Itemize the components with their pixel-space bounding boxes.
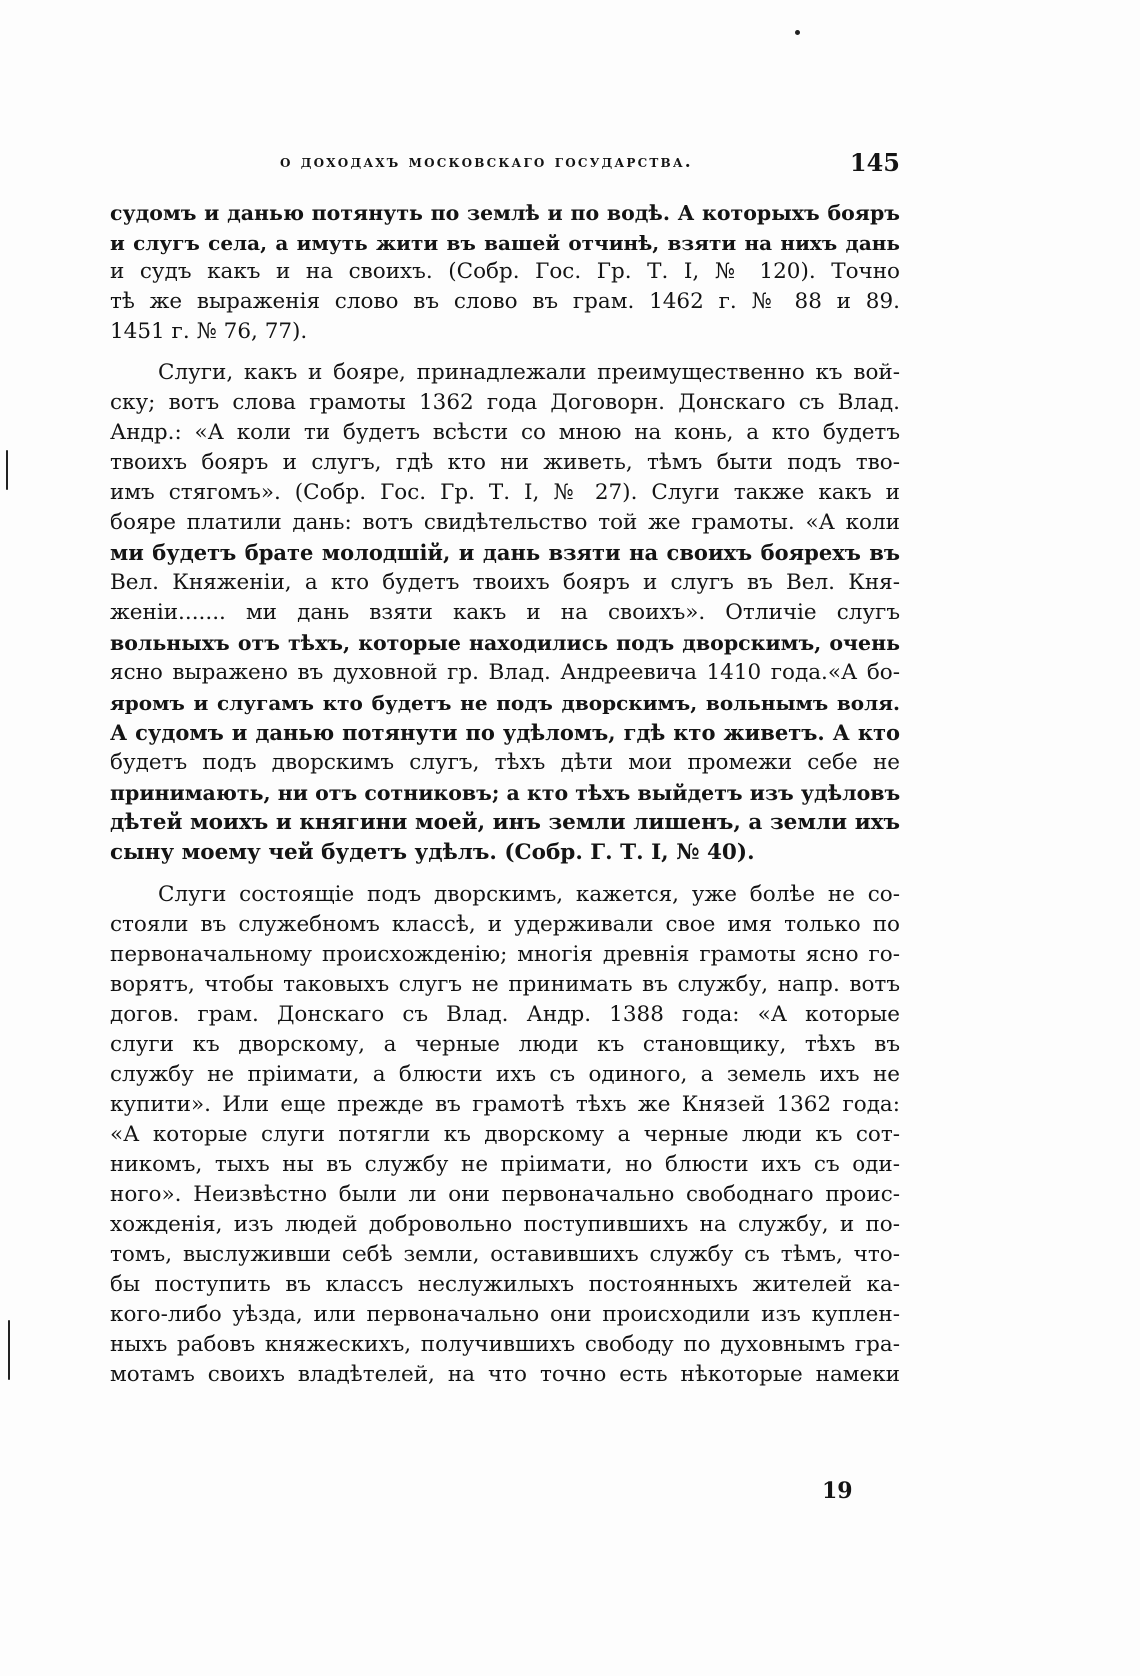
text-line: никомъ, тыхъ ны въ службу не пріимати, но блюсти ихъ съ оди- xyxy=(110,1152,900,1177)
text-line: службу не пріимати, а блюсти ихъ съ одиного, а земель ихъ не xyxy=(110,1062,900,1087)
text-line: твоихъ бояръ и слугъ, гдѣ кто ни живеть, тѣмъ быти подъ тво- xyxy=(110,450,900,475)
text-line: «А которые слуги потягли къ дворскому а черные люди къ сот- xyxy=(110,1122,900,1147)
text-line: первоначальному происхожденію; многія древнія грамоты ясно го- xyxy=(110,942,900,967)
text-line: женіи....... ми дань взяти какъ и на своихъ». Отличіе слугъ xyxy=(110,600,900,625)
text-line: Слуги состоящіе подъ дворскимъ, кажется, уже болѣе не со- xyxy=(158,882,900,907)
text-line: сыну моему чей будетъ удѣлъ. (Собр. Г. Т. I, № 40). xyxy=(110,840,755,865)
text-line: хожденія, изъ людей добровольно поступившихъ на службу, и по- xyxy=(110,1212,900,1237)
text-line: ясно выражено въ духовной гр. Влад. Андреевича 1410 года.«А бо- xyxy=(110,660,900,685)
text-line: будетъ подъ дворскимъ слугъ, тѣхъ дѣти мои промежи себе не xyxy=(110,750,900,775)
text-line: Андр.: «А коли ти будетъ всѣсти со мною на конь, а кто будетъ xyxy=(110,420,900,445)
text-line: бояре платили дань: вотъ свидѣтельство той же грамоты. «А коли xyxy=(110,510,900,535)
text-line: ворятъ, чтобы таковыхъ слугъ не принимать въ службу, напр. вотъ xyxy=(110,972,900,997)
text-line: и судъ какъ и на своихъ. (Собр. Гос. Гр. Т. I, № 120). Точно xyxy=(110,259,900,284)
text-line: 1451 г. № 76, 77). xyxy=(110,319,308,344)
text-line: томъ, выслуживши себѣ земли, оставившихъ службу съ тѣмъ, что- xyxy=(110,1242,900,1267)
text-line: принимають, ни отъ сотниковъ; а кто тѣхъ выйдетъ изъ удѣловъ xyxy=(110,781,901,805)
text-line: ми будетъ брате молодшій, и дань взяти на своихъ боярехъ въ xyxy=(110,540,900,565)
text-line: ныхъ рабовъ княжескихъ, получившихъ свободу по духовнымъ гра- xyxy=(110,1332,900,1357)
text-line: имъ стягомъ». (Собр. Гос. Гр. Т. I, № 27). Слуги также какъ и xyxy=(110,480,900,505)
text-line: мотамъ своихъ владѣтелей, на что точно есть нѣкоторые намеки xyxy=(110,1362,900,1387)
signature-mark: 19 xyxy=(822,1478,853,1504)
text-line: слуги къ дворскому, а черные люди къ становщику, тѣхъ въ xyxy=(110,1032,900,1057)
text-line: догов. грам. Донскаго съ Влад. Андр. 1388 года: «А которые xyxy=(110,1002,900,1027)
text-line: А судомъ и данью потянути по удѣломъ, гдѣ кто живетъ. А кто xyxy=(110,720,900,745)
text-line: ного». Неизвѣстно были ли они первоначально свободнаго проис- xyxy=(110,1182,900,1207)
text-line: ску; вотъ слова грамоты 1362 года Договорн. Донскаго съ Влад. xyxy=(110,390,900,415)
text-line: дѣтей моихъ и княгини моей, инъ земли лишенъ, а земли ихъ xyxy=(110,810,900,835)
text-line: купити». Или еще прежде въ грамотѣ тѣхъ же Князей 1362 года: xyxy=(110,1092,900,1117)
text-line: тѣ же выраженія слово въ слово въ грам. 1462 г. № 88 и 89. xyxy=(110,289,900,314)
text-line: вольныхъ отъ тѣхъ, которые находились подъ дворскимъ, очень xyxy=(110,631,900,655)
scan-edge-mark xyxy=(8,1320,10,1380)
page-header xyxy=(110,148,900,182)
text-line: кого-либо уѣзда, или первоначально они происходили изъ куплен- xyxy=(110,1302,900,1327)
page-number: 145 xyxy=(849,148,900,177)
text-line: бы поступить въ классъ неслужилыхъ постоянныхъ жителей ка- xyxy=(110,1272,900,1297)
scan-speck xyxy=(795,30,800,35)
running-title: о доходахъ московскаго государства. xyxy=(280,152,693,172)
text-line: судомъ и данью потянуть по землѣ и по водѣ. А которыхъ бояръ xyxy=(110,201,900,225)
scan-edge-mark xyxy=(6,450,8,490)
text-line: Слуги, какъ и бояре, принадлежали преимущественно къ вой- xyxy=(158,360,900,385)
text-line: Вел. Княженіи, а кто будетъ твоихъ бояръ и слугъ въ Вел. Кня- xyxy=(110,570,900,595)
text-line: яромъ и слугамъ кто будетъ не подъ дворскимъ, вольнымъ воля. xyxy=(110,691,900,715)
text-line: стояли въ служебномъ классѣ, и удерживали свое имя только по xyxy=(110,912,900,937)
text-line: и слугъ села, а имуть жити въ вашей отчинѣ, взяти на нихъ дань xyxy=(110,231,900,255)
